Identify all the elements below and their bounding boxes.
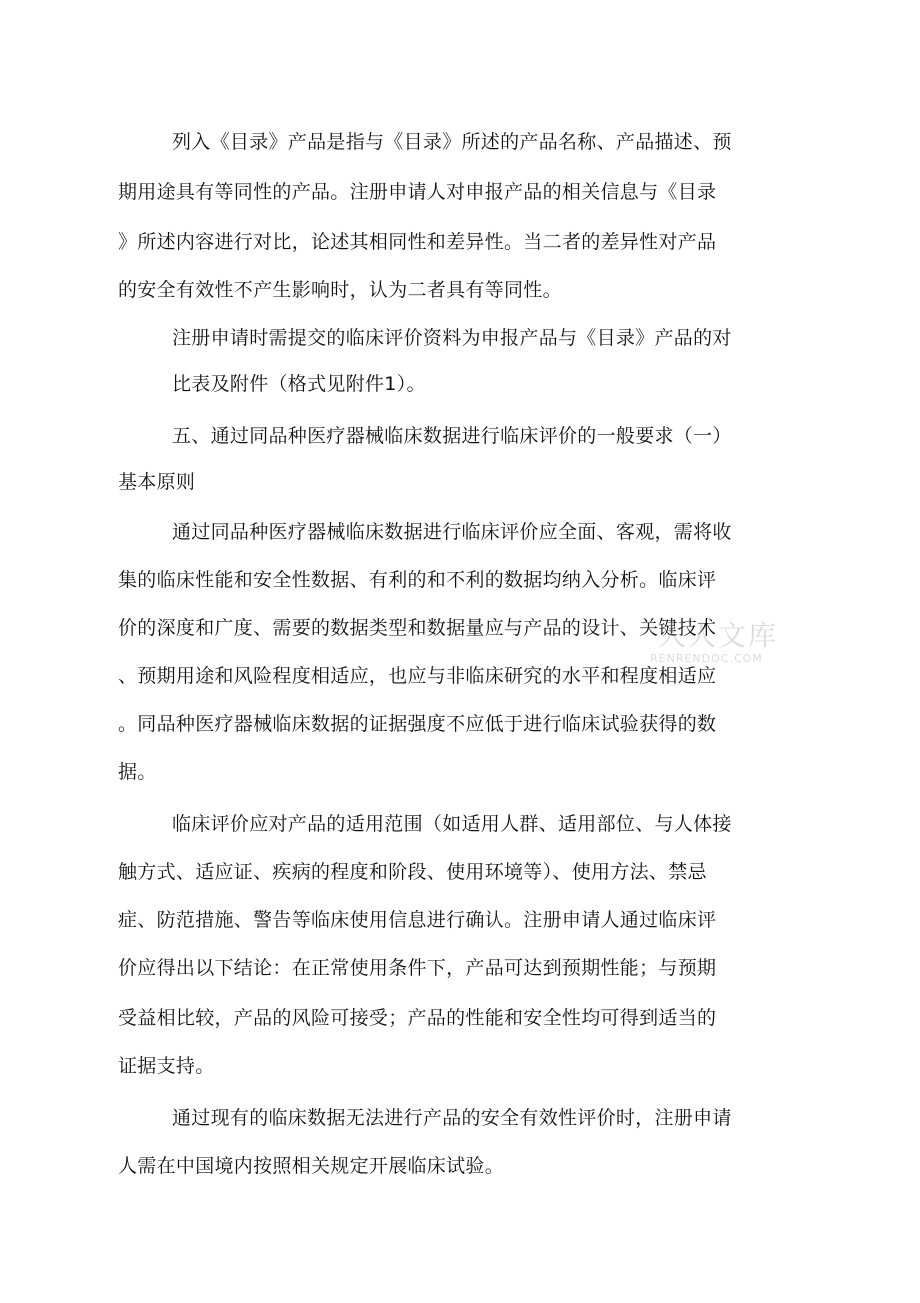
paragraph-1-line-1: 列入《目录》产品是指与《目录》所述的产品名称、产品描述、预 (172, 131, 732, 153)
paragraph-4-line-2: 触方式、适应证、疾病的程度和阶段、使用环境等）、使用方法、禁忌 (118, 861, 707, 883)
paragraph-4-line-3: 症、防范措施、警告等临床使用信息进行确认。注册申请人通过临床评 (118, 909, 717, 931)
paragraph-2-line-1: 注册申请时需提交的临床评价资料为申报产品与《目录》产品的对 (172, 327, 732, 349)
paragraph-2-line-2: 比表及附件（格式见附件1）。 (172, 373, 426, 395)
section-heading-line-1: 五、通过同品种医疗器械临床数据进行临床评价的一般要求（一） (172, 425, 732, 447)
watermark-cn-text: 人人文库 (658, 619, 779, 652)
paragraph-3-line-3: 价的深度和广度、需要的数据类型和数据量应与产品的设计、关键技术 (118, 617, 717, 639)
paragraph-3-line-4: 、预期用途和风险程度相适应，也应与非临床研究的水平和程度相适应 (118, 665, 717, 687)
paragraph-1-line-4: 的安全有效性不产生影响时，认为二者具有等同性。 (118, 279, 562, 301)
paragraph-3-line-6: 据。 (118, 761, 157, 783)
paragraph-4-line-6: 证据支持。 (118, 1055, 215, 1077)
paragraph-4-line-5: 受益相比较，产品的风险可接受；产品的性能和安全性均可得到适当的 (118, 1007, 717, 1029)
paragraph-3-line-5: 。同品种医疗器械临床数据的证据强度不应低于进行临床试验获得的数 (118, 713, 717, 735)
paragraph-1-line-3: 》所述内容进行对比，论述其相同性和差异性。当二者的差异性对产品 (118, 231, 717, 253)
paragraph-4-line-1: 临床评价应对产品的适用范围（如适用人群、适用部位、与人体接 (172, 813, 732, 835)
paragraph-1-line-2: 期用途具有等同性的产品。注册申请人对申报产品的相关信息与《目录 (118, 181, 717, 203)
section-heading-line-2: 基本原则 (118, 471, 196, 493)
paragraph-5-line-2: 人需在中国境内按照相关规定开展临床试验。 (118, 1155, 505, 1177)
paragraph-4-line-4: 价应得出以下结论：在正常使用条件下，产品可达到预期性能；与预期 (118, 957, 717, 979)
paragraph-3-line-2: 集的临床性能和安全性数据、有利的和不利的数据均纳入分析。临床评 (118, 569, 717, 591)
paragraph-3-line-1: 通过同品种医疗器械临床数据进行临床评价应全面、客观，需将收 (172, 521, 732, 543)
paragraph-5-line-1: 通过现有的临床数据无法进行产品的安全有效性评价时，注册申请 (172, 1107, 732, 1129)
watermark-en-text: RENRENDOC.COM (650, 652, 763, 665)
